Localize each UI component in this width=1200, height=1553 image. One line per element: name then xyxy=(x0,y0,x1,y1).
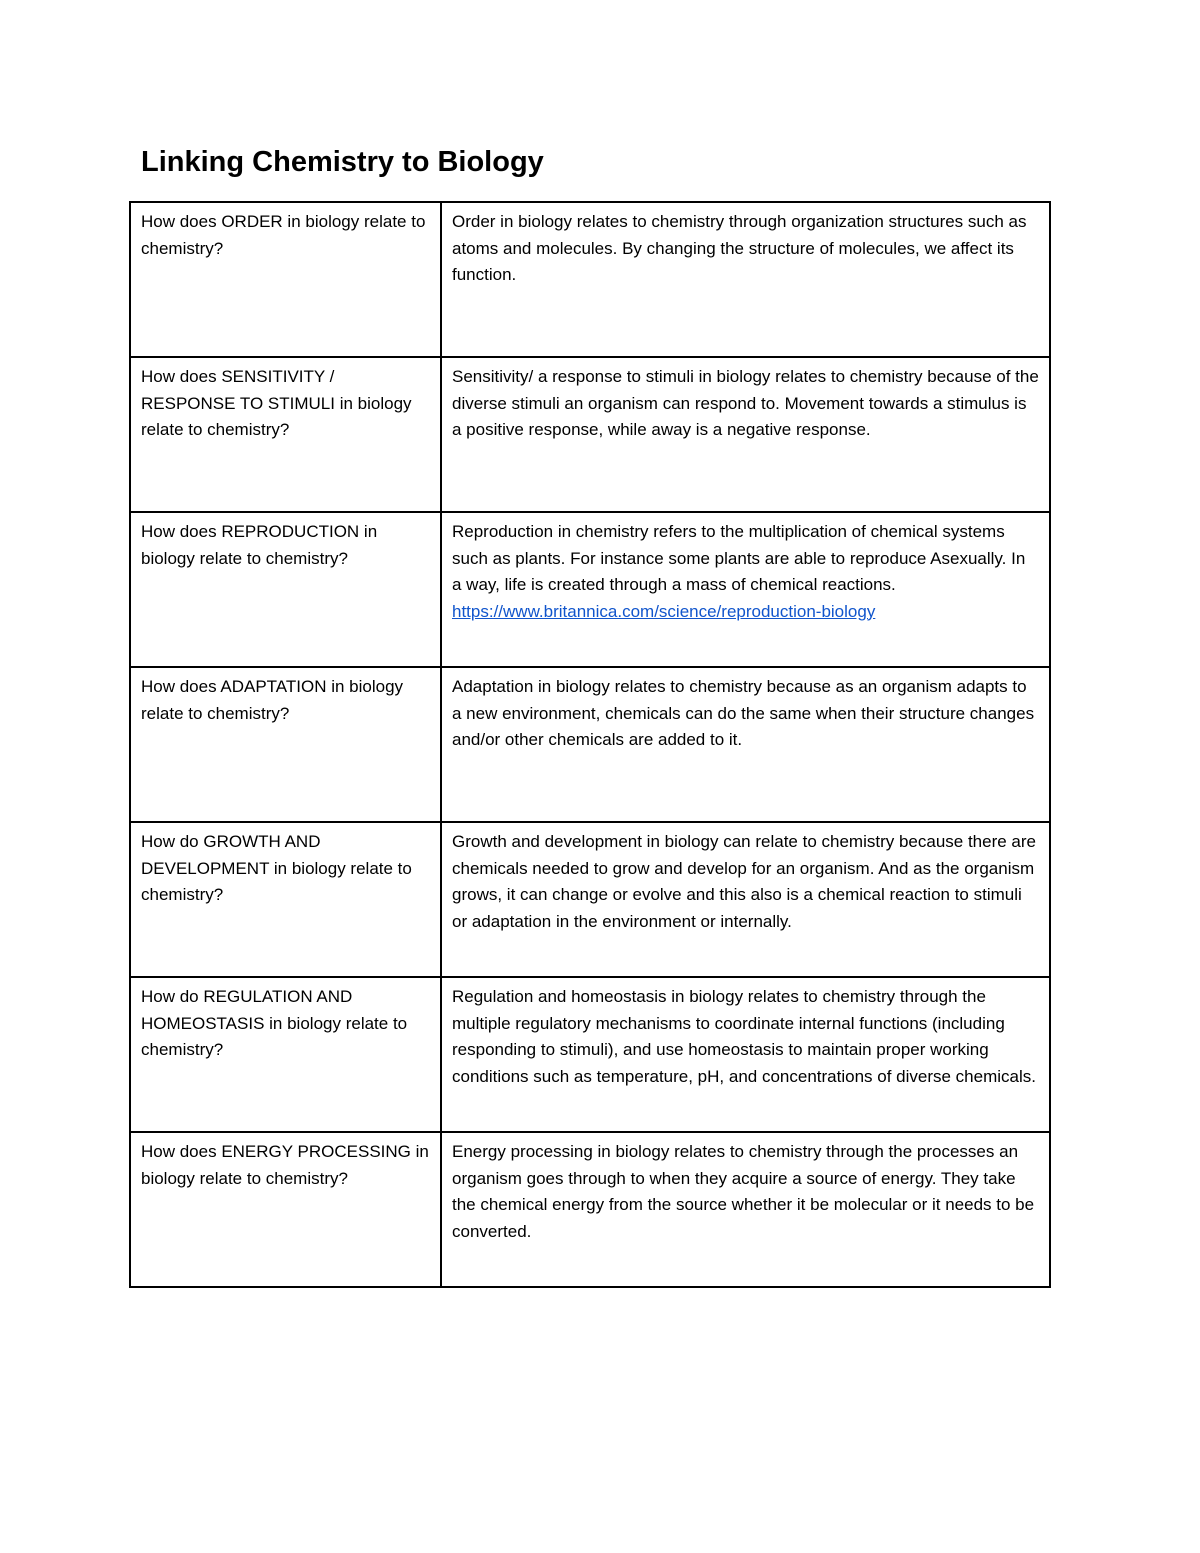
answer-cell xyxy=(441,1132,1050,1287)
table-row xyxy=(130,202,1050,357)
table-row xyxy=(130,977,1050,1132)
answer-cell xyxy=(441,822,1050,977)
answer-text: Sensitivity/ a response to stimuli in biology relates to chemistry because of the diverse stimuli an organism can respond to. Movement towards a stimulus is a positive response, while away is a negative response. xyxy=(452,367,1039,439)
question-cell: How does SENSITIVITY / RESPONSE TO STIMULI in biology relate to chemistry? xyxy=(130,357,441,512)
question-cell: How does ORDER in biology relate to chemistry? xyxy=(130,202,441,357)
qa-table xyxy=(129,201,1051,1288)
table-row xyxy=(130,667,1050,822)
table-row xyxy=(130,357,1050,512)
answer-text: Reproduction in chemistry refers to the multiplication of chemical systems such as plants. For instance some plants are able to reproduce Asexually. In a way, life is created through a mass of chemical reactions. xyxy=(452,522,1026,594)
answer-text: Order in biology relates to chemistry through organization structures such as atoms and molecules. By changing the structure of molecules, we affect its function. xyxy=(452,212,1027,284)
question-cell: How do GROWTH AND DEVELOPMENT in biology relate to chemistry? xyxy=(130,822,441,977)
question-cell: How does ADAPTATION in biology relate to chemistry? xyxy=(130,667,441,822)
table-row xyxy=(130,512,1050,667)
answer-cell xyxy=(441,977,1050,1132)
table-row xyxy=(130,822,1050,977)
answer-cell xyxy=(441,512,1050,667)
answer-cell xyxy=(441,357,1050,512)
question-cell: How do REGULATION AND HOMEOSTASIS in biology relate to chemistry? xyxy=(130,977,441,1132)
answer-text: Growth and development in biology can relate to chemistry because there are chemicals needed to grow and develop for an organism. And as the organism grows, it can change or evolve and this also is a chemical reaction to stimuli or adaptation in the environment or internally. xyxy=(452,832,1036,931)
answer-cell xyxy=(441,667,1050,822)
question-cell: How does ENERGY PROCESSING in biology relate to chemistry? xyxy=(130,1132,441,1287)
table-row xyxy=(130,1132,1050,1287)
answer-text: Regulation and homeostasis in biology relates to chemistry through the multiple regulatory mechanisms to coordinate internal functions (including responding to stimuli), and use homeostasis to maintain proper working conditions such as temperature, pH, and concentrations of diverse chemicals. xyxy=(452,987,1036,1086)
britannica-link[interactable]: https://www.britannica.com/science/reproduction-biology xyxy=(452,601,876,621)
answer-text: Energy processing in biology relates to chemistry through the processes an organism goes through to when they acquire a source of energy. They take the chemical energy from the source whether it be molecular or it needs to be converted. xyxy=(452,1142,1035,1241)
answer-text: Adaptation in biology relates to chemistry because as an organism adapts to a new environment, chemicals can do the same when their structure changes and/or other chemicals are added to it. xyxy=(452,677,1035,749)
question-cell: How does REPRODUCTION in biology relate to chemistry? xyxy=(130,512,441,667)
answer-cell xyxy=(441,202,1050,357)
page-title: Linking Chemistry to Biology xyxy=(141,146,544,178)
